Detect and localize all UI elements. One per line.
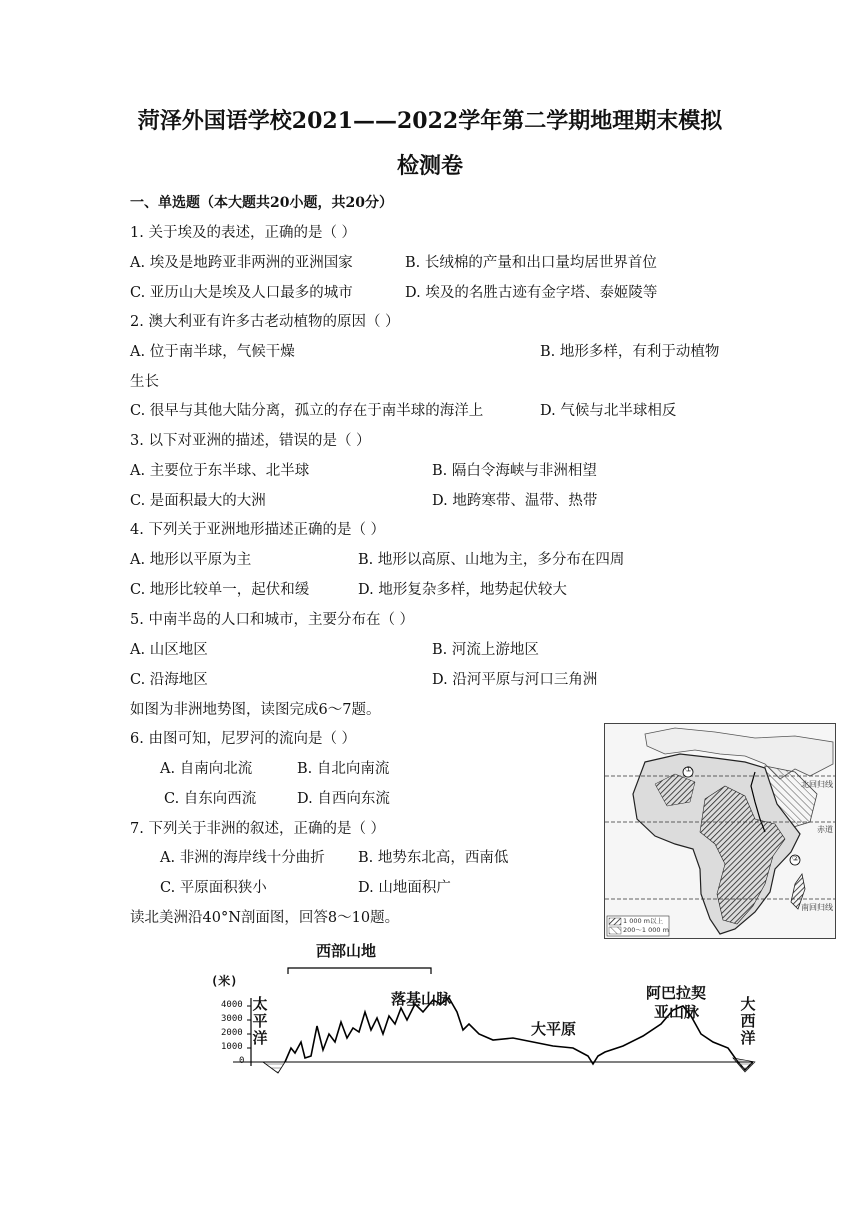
intro-q6-q7: 如图为非洲地势图，读图完成6～7题。 [130,702,381,718]
q6-option-a: A. 自南向北流 [160,761,253,777]
q5-option-b: B. 河流上游地区 [432,642,539,658]
tropic-of-capricorn-label: 南回归线 [801,903,833,912]
ytick-4000: 4000 [221,1000,243,1010]
ytick-0: 0 [239,1056,245,1066]
legend-midland: 200～1 000 m [623,926,669,934]
ytick-1000: 1000 [221,1042,243,1052]
q3-option-a: A. 主要位于东半球、北半球 [130,463,310,479]
atlantic-char-1: 大 [740,995,756,1013]
q1-option-a: A. 埃及是地跨亚非两洲的亚洲国家 [130,255,353,271]
q7-option-b: B. 地势东北高，西南低 [358,850,509,866]
ytick-3000: 3000 [221,1014,243,1024]
q4-option-a: A. 地形以平原为主 [130,552,252,568]
pacific-char-1: 太 [252,995,268,1013]
q6-option-c: C. 自东向西流 [164,791,257,807]
q2-option-c: C. 很早与其他大陆分离，孤立的存在于南半球的海洋上 [130,403,484,419]
q2-option-d: D. 气候与北半球相反 [540,403,677,419]
q7-option-a: A. 非洲的海岸线十分曲折 [160,850,325,866]
q3-option-b: B. 隔白令海峡与非洲相望 [432,463,597,479]
q1-option-d: D. 埃及的名胜古迹有金字塔、泰姬陵等 [405,285,658,301]
atlantic-char-2: 西 [740,1012,756,1030]
ytick-2000: 2000 [221,1028,243,1038]
appalachian-label-1: 阿巴拉契 [646,984,707,1002]
appalachian-label-2: 亚山脉 [654,1003,700,1021]
pacific-char-3: 洋 [252,1029,268,1047]
q6-stem: 6. 由图可知，尼罗河的流向是（ ） [130,731,357,747]
page-title: 菏泽外国语学校2021——2022学年第二学期地理期末模拟 [137,108,723,134]
north-america-profile [193,938,763,1088]
pacific-char-2: 平 [252,1012,268,1030]
q1-option-c: C. 亚历山大是埃及人口最多的城市 [130,285,353,301]
equator-label: 赤道 [817,825,833,834]
western-mountains-label: 西部山地 [316,942,377,960]
map-marker-2: ② [792,854,800,863]
q1-option-b: B. 长绒棉的产量和出口量均居世界首位 [405,255,657,271]
q3-option-d: D. 地跨寒带、温带、热带 [432,493,598,509]
q2-option-b-continued: 生长 [130,374,159,390]
tropic-of-cancer-label: 北回归线 [801,780,833,789]
q2-option-a: A. 位于南半球，气候干燥 [130,344,295,360]
map-marker-1: ① [685,765,693,774]
q5-option-d: D. 沿河平原与河口三角洲 [432,672,598,688]
q2-stem: 2. 澳大利亚有许多古老动植物的原因（ ） [130,314,400,330]
atlantic-char-3: 洋 [740,1029,756,1047]
q6-option-b: B. 自北向南流 [297,761,390,777]
rocky-mountains-label: 落基山脉 [391,990,452,1008]
q5-option-c: C. 沿海地区 [130,672,208,688]
q4-stem: 4. 下列关于亚洲地形描述正确的是（ ） [130,522,386,538]
q4-option-c: C. 地形比较单一，起伏和缓 [130,582,310,598]
q3-option-c: C. 是面积最大的大洲 [130,493,266,509]
q6-option-d: D. 自西向东流 [297,791,390,807]
section-heading: 一、单选题（本大题共20小题，共20分） [130,195,393,211]
q2-option-b: B. 地形多样，有利于动植物 [540,344,720,360]
q7-stem: 7. 下列关于非洲的叙述，正确的是（ ） [130,821,386,837]
q5-option-a: A. 山区地区 [130,642,208,658]
q4-option-b: B. 地形以高原、山地为主，多分布在四周 [358,552,625,568]
atlantic-ocean-label [739,996,757,1047]
q5-stem: 5. 中南半岛的人口和城市，主要分布在（ ） [130,612,415,628]
africa-terrain-map [604,723,836,939]
q7-option-c: C. 平原面积狭小 [160,880,267,896]
q7-option-d: D. 山地面积广 [358,880,451,896]
profile-unit: (米) [211,974,238,988]
great-plains-label: 大平原 [531,1020,577,1038]
q1-stem: 1. 关于埃及的表述，正确的是（ ） [130,225,357,241]
legend-highland: 1 000 m以上 [623,917,664,925]
q3-stem: 3. 以下对亚洲的描述，错误的是（ ） [130,433,371,449]
intro-q8-q10: 读北美洲沿40°N剖面图，回答8～10题。 [130,910,400,926]
page-subtitle: 检测卷 [396,153,463,179]
pacific-ocean-label [251,996,269,1047]
q4-option-d: D. 地形复杂多样，地势起伏较大 [358,582,567,598]
